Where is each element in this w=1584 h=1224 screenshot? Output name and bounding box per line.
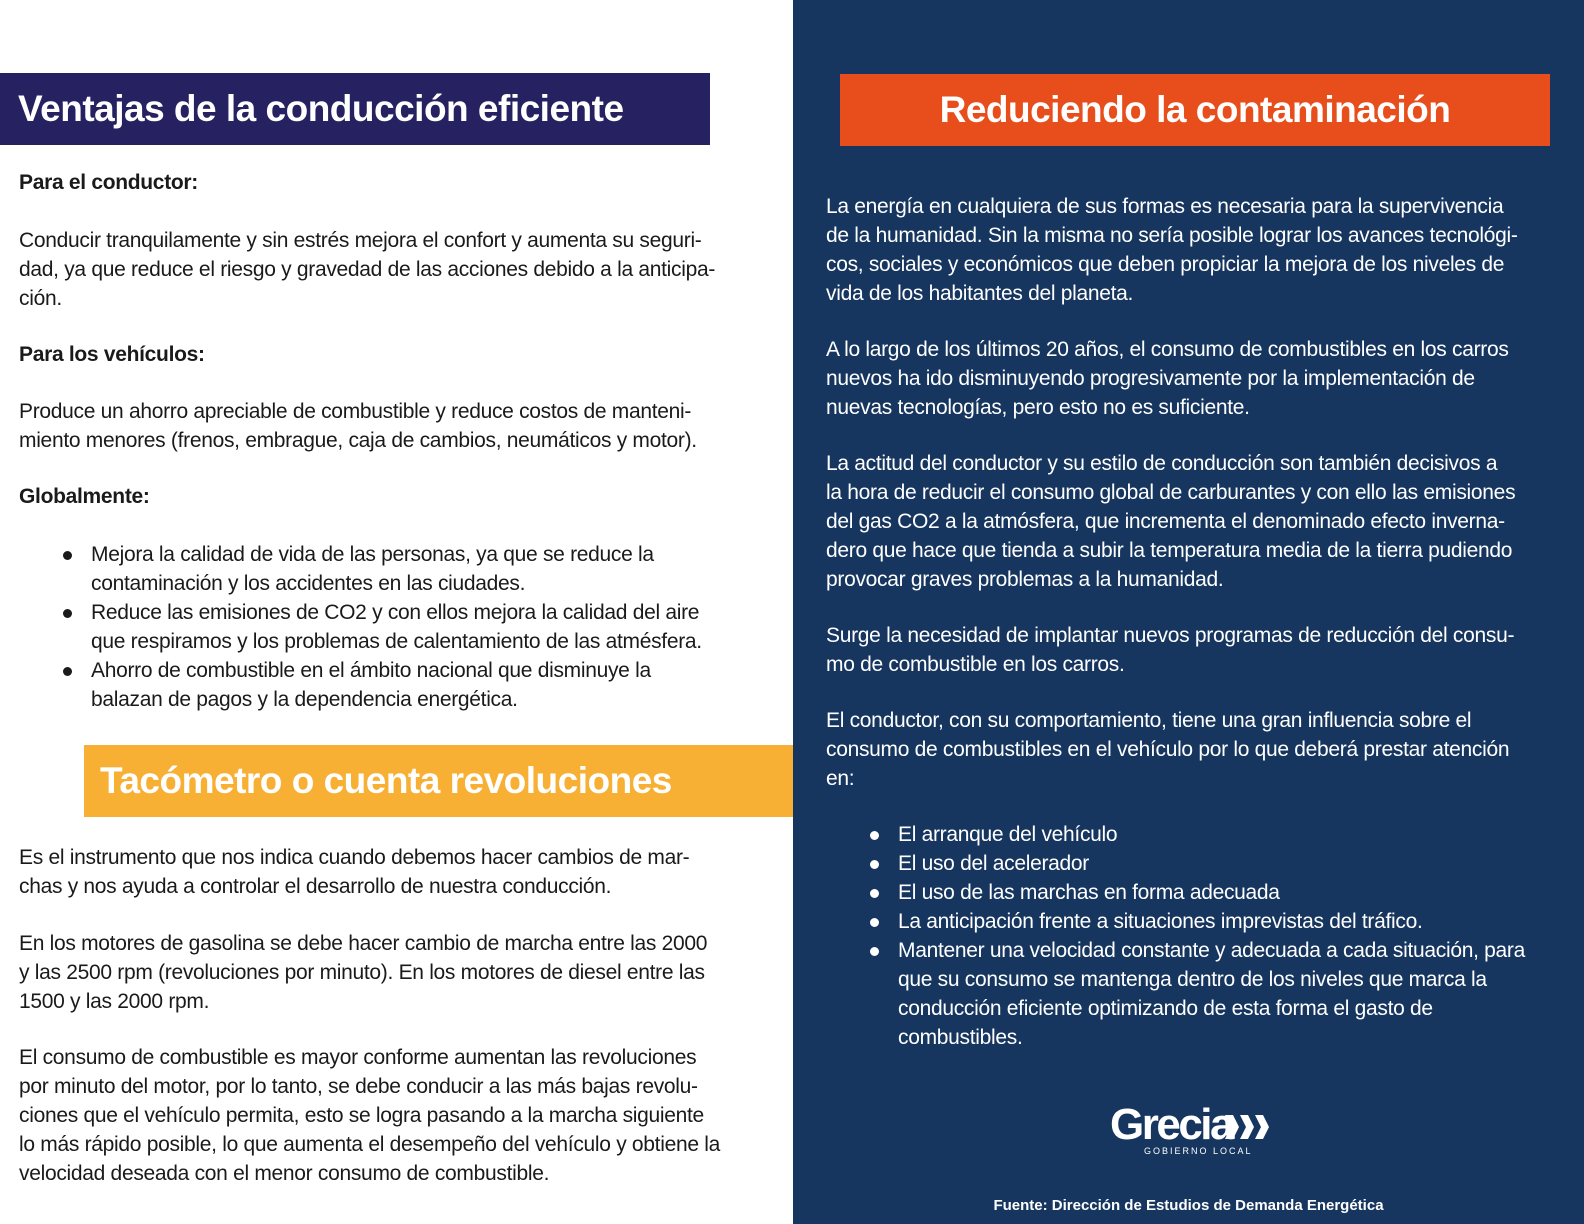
conductor-heading: Para el conductor: bbox=[19, 171, 198, 194]
tacometro-paragraph-2 bbox=[19, 929, 779, 1016]
text-line: Mantener una velocidad constante y adecuada a cada situación, para bbox=[898, 939, 1525, 962]
vehiculos-heading: Para los vehículos: bbox=[19, 343, 205, 366]
text-line: Produce un ahorro apreciable de combustible y reduce costos de manteni- bbox=[19, 400, 692, 423]
text-line: Reduce las emisiones de CO2 y con ellos mejora la calidad del aire bbox=[91, 601, 700, 624]
text-line: nuevas tecnologías, pero esto no es suficiente. bbox=[826, 396, 1250, 419]
contaminacion-paragraph-4 bbox=[826, 621, 1571, 679]
text-line: y las 2500 rpm (revoluciones por minuto). En los motores de diesel entre las bbox=[19, 961, 705, 984]
text-line: A lo largo de los últimos 20 años, el consumo de combustibles en los carros bbox=[826, 338, 1509, 361]
text-line: combustibles. bbox=[898, 1026, 1023, 1049]
text-line: dad, ya que reduce el riesgo y gravedad de las acciones debido a la anticipa- bbox=[19, 258, 716, 281]
tacometro-paragraph-1 bbox=[19, 843, 779, 901]
list-item bbox=[826, 907, 1571, 936]
text-line: provocar graves problemas a la humanidad. bbox=[826, 568, 1224, 591]
text-line: Mejora la calidad de vida de las personas, ya que se reduce la bbox=[91, 543, 654, 566]
text-line: El arranque del vehículo bbox=[898, 823, 1118, 846]
text-line: que su consumo se mantenga dentro de los niveles que marca la bbox=[898, 968, 1487, 991]
list-item bbox=[826, 820, 1571, 849]
bullet-dot-icon bbox=[63, 667, 72, 676]
logo-wordmark: Grecia bbox=[1110, 1100, 1232, 1149]
bullet-dot-icon bbox=[870, 831, 879, 840]
bullet-dot-icon bbox=[63, 551, 72, 560]
text-line: El uso del acelerador bbox=[898, 852, 1089, 875]
text-line: vida de los habitantes del planeta. bbox=[826, 282, 1134, 305]
text-line: ción. bbox=[19, 287, 62, 310]
text-line: El uso de las marchas en forma adecuada bbox=[898, 881, 1280, 904]
text-line: La energía en cualquiera de sus formas es necesaria para la supervivencia bbox=[826, 195, 1504, 218]
logo-subtitle: GOBIERNO LOCAL bbox=[1144, 1146, 1253, 1156]
text-line: velocidad deseada con el menor consumo de combustible. bbox=[19, 1162, 550, 1185]
atencion-list bbox=[826, 820, 1571, 1052]
text-line: contaminación y los accidentes en las ciudades. bbox=[91, 572, 526, 595]
text-line: miento menores (frenos, embrague, caja de cambios, neumáticos y motor). bbox=[19, 429, 697, 452]
text-line: 1500 y las 2000 rpm. bbox=[19, 990, 210, 1013]
contaminacion-title: Reduciendo la contaminación bbox=[840, 74, 1550, 146]
contaminacion-paragraph-5 bbox=[826, 706, 1571, 793]
list-item bbox=[826, 936, 1571, 1052]
bullet-dot-icon bbox=[870, 860, 879, 869]
text-line: chas y nos ayuda a controlar el desarrollo de nuestra conducción. bbox=[19, 875, 612, 898]
tacometro-paragraph-3 bbox=[19, 1043, 779, 1188]
list-item bbox=[826, 849, 1571, 878]
contaminacion-paragraph-1 bbox=[826, 192, 1571, 308]
tacometro-title: Tacómetro o cuenta revoluciones bbox=[84, 745, 793, 817]
source-note: Fuente: Dirección de Estudios de Demanda Energética bbox=[993, 1197, 1384, 1214]
text-line: Es el instrumento que nos indica cuando debemos hacer cambios de mar- bbox=[19, 846, 690, 869]
text-line: lo más rápido posible, lo que aumenta el desempeño del vehículo y obtiene la bbox=[19, 1133, 721, 1156]
text-line: mo de combustible en los carros. bbox=[826, 653, 1125, 676]
grecia-logo bbox=[1110, 1100, 1270, 1161]
list-item bbox=[19, 598, 779, 656]
text-line: El conductor, con su comportamiento, tiene una gran influencia sobre el bbox=[826, 709, 1472, 732]
text-line: del gas CO2 a la atmósfera, que incrementa el denominado efecto inverna- bbox=[826, 510, 1505, 533]
text-line: Surge la necesidad de implantar nuevos programas de reducción del consu- bbox=[826, 624, 1515, 647]
global-heading: Globalmente: bbox=[19, 485, 150, 508]
text-line: En los motores de gasolina se debe hacer cambio de marcha entre las 2000 bbox=[19, 932, 708, 955]
text-line: dero que hace que tienda a subir la temperatura media de la tierra pudiendo bbox=[826, 539, 1513, 562]
text-line: nuevos ha ido disminuyendo progresivamente por la implementación de bbox=[826, 367, 1475, 390]
text-line: la hora de reducir el consumo global de carburantes y con ello las emisiones bbox=[826, 481, 1516, 504]
bullet-dot-icon bbox=[870, 889, 879, 898]
vehiculos-paragraph bbox=[19, 397, 779, 455]
conductor-paragraph bbox=[19, 226, 779, 313]
grecia-arrows-icon bbox=[1225, 1115, 1269, 1139]
text-line: de la humanidad. Sin la misma no sería posible lograr los avances tecnológi- bbox=[826, 224, 1518, 247]
list-item bbox=[826, 878, 1571, 907]
text-line: que respiramos y los problemas de calentamiento de las atmésfera. bbox=[91, 630, 702, 653]
text-line: La actitud del conductor y su estilo de conducción son también decisivos a bbox=[826, 452, 1498, 475]
bullet-dot-icon bbox=[63, 609, 72, 618]
bullet-dot-icon bbox=[870, 947, 879, 956]
text-line: conducción eficiente optimizando de esta forma el gasto de bbox=[898, 997, 1433, 1020]
text-line: ciones que el vehículo permita, esto se logra pasando a la marcha siguiente bbox=[19, 1104, 704, 1127]
text-line: Ahorro de combustible en el ámbito nacional que disminuye la bbox=[91, 659, 651, 682]
ventajas-title: Ventajas de la conducción eficiente bbox=[0, 73, 710, 145]
text-line: cos, sociales y económicos que deben propiciar la mejora de los niveles de bbox=[826, 253, 1505, 276]
text-line: La anticipación frente a situaciones imprevistas del tráfico. bbox=[898, 910, 1423, 933]
list-item bbox=[19, 656, 779, 714]
text-line: balazan de pagos y la dependencia energética. bbox=[91, 688, 518, 711]
contaminacion-paragraph-2 bbox=[826, 335, 1571, 422]
text-line: en: bbox=[826, 767, 855, 790]
text-line: El consumo de combustible es mayor conforme aumentan las revoluciones bbox=[19, 1046, 697, 1069]
list-item bbox=[19, 540, 779, 598]
contaminacion-paragraph-3 bbox=[826, 449, 1571, 594]
text-line: por minuto del motor, por lo tanto, se debe conducir a las más bajas revolu- bbox=[19, 1075, 698, 1098]
text-line: Conducir tranquilamente y sin estrés mejora el confort y aumenta su seguri- bbox=[19, 229, 702, 252]
bullet-dot-icon bbox=[870, 918, 879, 927]
text-line: consumo de combustibles en el vehículo por lo que deberá prestar atención bbox=[826, 738, 1510, 761]
global-list bbox=[19, 540, 779, 714]
